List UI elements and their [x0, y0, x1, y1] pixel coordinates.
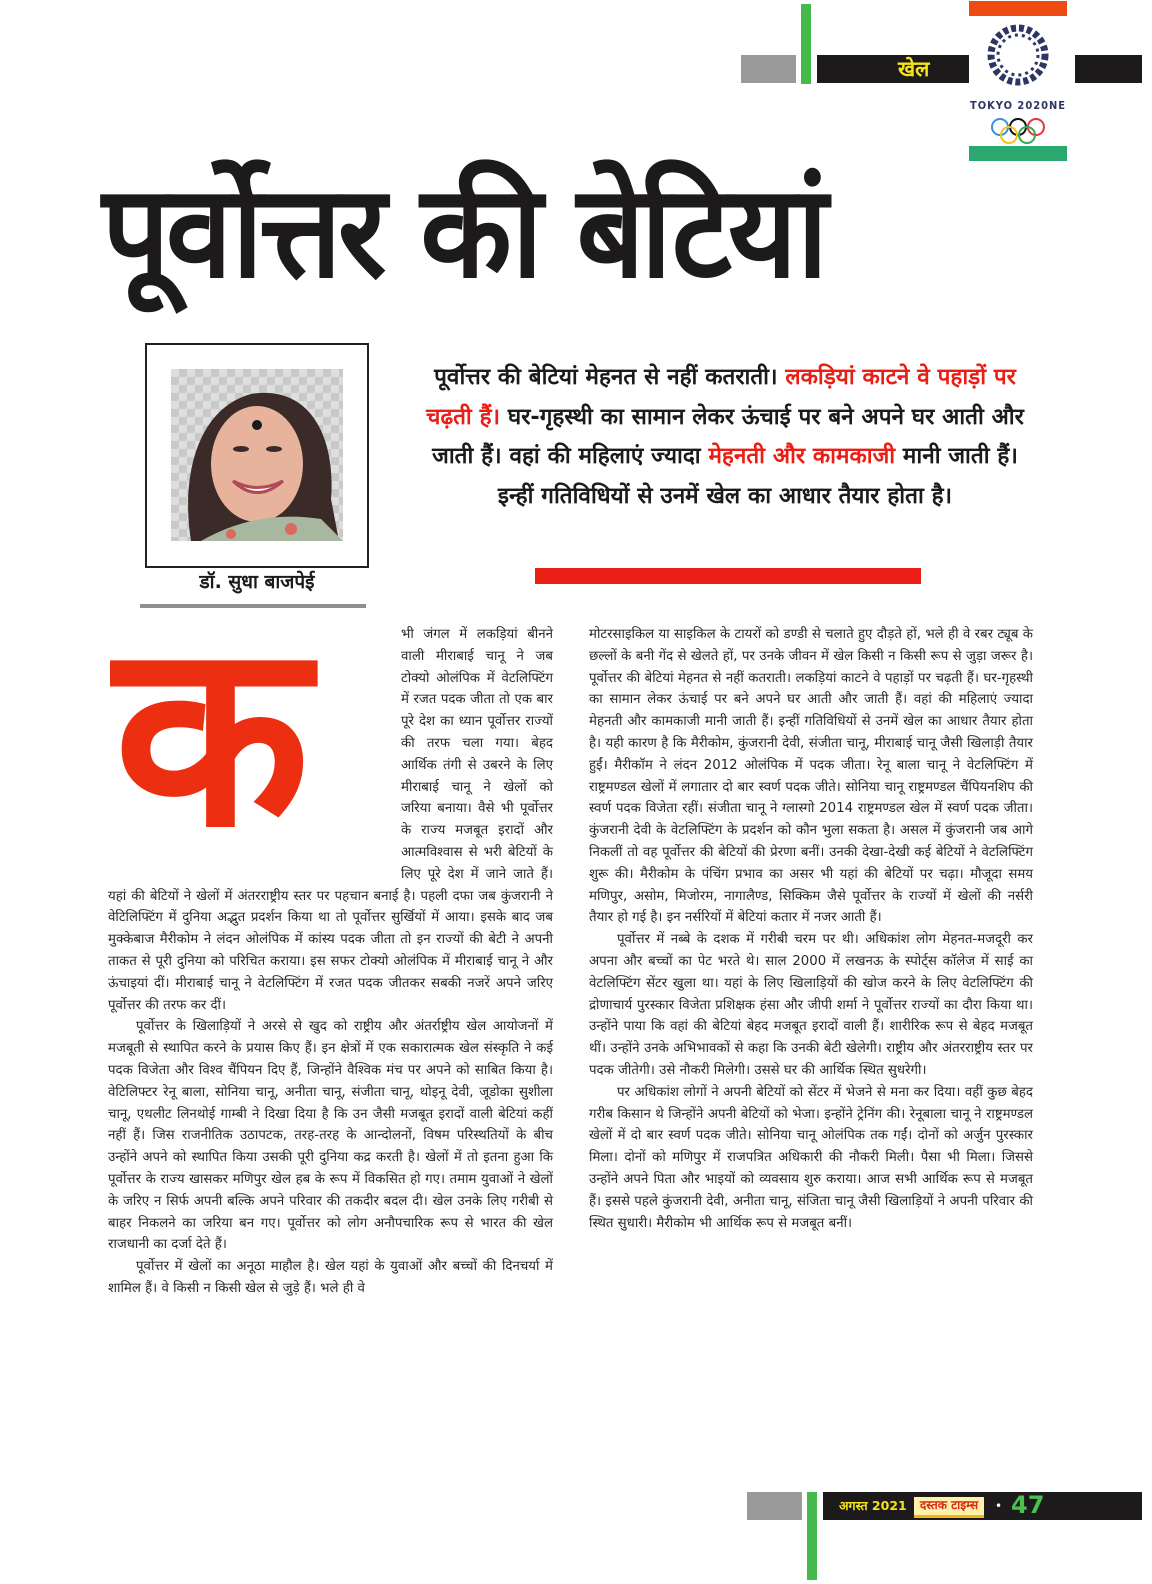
section-label: खेल [898, 57, 930, 81]
magazine-logo: दस्तक टाइम्स [914, 1497, 984, 1518]
drop-cap-letter: क [114, 587, 310, 884]
issue-date: अगस्त 2021 [839, 1498, 907, 1513]
article-column-2 [589, 624, 1033, 1234]
pull-quote-red-rule [535, 568, 921, 584]
author-photo-frame [145, 343, 369, 568]
article-paragraph: पूर्वोत्तर में खेलों का अनूठा माहौल है। खेल यहां के युवाओं और बच्चों की दिनचर्या में शामिल हैं। वे किसी न किसी खेल से जुड़े हैं। भले ही वे [108, 1259, 553, 1296]
footer-green-bar [807, 1492, 817, 1580]
article-paragraph: पर अधिकांश लोगों ने अपनी बेटियों को सेंटर में भेजने से मना कर दिया। वहीं कुछ बेहद गरीब किसान थे जिन्होंने अपनी बेटियों को भेजा। इन्होंने ट्रेनिंग की। रेनूबाला चानू ने राष्ट्रमण्डल खेलों में दो बार स्वर्ण पदक जीते। सोनिया चानू ओलंपिक तक गईं। दोनों को अर्जुन पुरस्कार मिला। दोनों को मणिपुर में राजपत्रित अधिकारी की नौकरी मिली। पैसा भी मिला। जिससे उन्होंने अपने पिता और भाइयों को व्यवसाय शुरु कराया। आज सभी आर्थिक रूप से मजबूत हैं। इससे पहले कुंजरानी देवी, अनीता चानू, संजिता चानू जैसी खिलाड़ियों ने अपनी परिवार की स्थित सुधारी। मैरीकोम भी आर्थिक रूप से मजबूत बनीं। [589, 1084, 1033, 1231]
pull-quote-segment: घर-गृहस्थी का सामान लेकर ऊंचाई पर बने अपने घर आती और जाती हैं। वहां की महिलाएं ज्यादा [432, 403, 1024, 469]
article-paragraph: भी जंगल में लकड़ियां बीनने वाली मीराबाई चानू ने जब टोक्यो ओलंपिक में वेटलिफ्टिंग में रजत पदक जीता तो एक बार पूरे देश का ध्यान पूर्वोत्तर राज्यों की तरफ चला गया। बेहद आर्थिक तंगी से उबरने के लिए मीराबाई चानू ने खेलों को जरिया बनाया। वैसे भी पूर्वोत्तर के राज्य मजबूत इरादों और आत्मविश्वास से भरी बेटियों के लिए पूरे देश में जाने जाते हैं। यहां की बेटियों ने खेलों में अंतरराष्ट्रीय स्तर पर पहचान बनाई है। पहली दफा जब कुंजरानी ने वेटिलिफ्टिंग में दुनिया अद्भुत प्रदर्शन किया था तो पूर्वोत्तर सुर्खियों में आया। इसके बाद जब मुक्केबाज मैरीकोम ने लंदन ओलंपिक में कांस्य पदक जीता तो इन राज्यों की बेटी ने अपनी ताकत से पूरी दुनिया को परिचित कराया। इस सफर टोक्यो ओलंपिक में मीराबाई चानू ने और ऊंचाइयां दीं। मीराबाई चानू ने वेटलिफ्टिंग में रजत पदक जीतकर सबकी नजरें अपने जरिए पूर्वोत्तर की तरफ कर दीं। [108, 627, 553, 1013]
headline: पूर्वोत्तर की बेटियां [102, 158, 825, 307]
page-number: 47 [1011, 1491, 1045, 1519]
article-column-1 [108, 587, 553, 1300]
pull-quote-highlight: मेहनती और कामकाजी [708, 443, 896, 469]
footer-gray-block [747, 1492, 802, 1520]
drop-cap [108, 587, 393, 884]
pull-quote-segment: मानी जाती हैं। इन्हीं गतिविधियों से उनमें खेल का आधार तैयार होता है। [497, 443, 1018, 509]
header-green-bar [801, 4, 811, 84]
article-paragraph: पूर्वोत्तर में नब्बे के दशक में गरीबी चरम पर थी। अधिकांश लोग मेहनत-मजदूरी कर अपना और बच्चों का पेट भरते थे। साल 2000 में लखनऊ के स्पोर्ट्स कॉलेज में साई का वेटलिफ्टिंग सेंटर खुला था। यहां के लिए खिलाड़ियों की खोज करने के लिए वेटलिफ्टिंग की द्रोणाचार्य पुरस्कार विजेता प्रशिक्षक हंसा और जीपी शर्मा ने पूर्वोत्तर राज्यों का दौरा किया था। उन्होंने पाया कि वहां की बेटियां बेहद मजबूत इरादों वाली हैं। शारीरिक रूप से बेहद मजबूत थीं। उन्होंने उनके अभिभावकों से कहा कि उनकी बेटी खेलेगी। राष्ट्रीय और अंतरराष्ट्रीय स्तर पर पदक जीतेगी। उसे नौकरी मिलेगी। उससे घर की आर्थिक स्थित सुधरेगी। [589, 932, 1033, 1078]
pull-quote-highlight: लकड़ियां काटने वे पहाड़ों पर चढ़ती हैं। [426, 364, 1016, 430]
author-name: डॉ. सुधा बाजपेई [199, 571, 315, 593]
header-black-band-right [1075, 55, 1142, 83]
olympic-rings-icon [988, 117, 1048, 145]
author-portrait-icon [171, 369, 343, 541]
logo-text: TOKYO 2020NE [969, 99, 1067, 112]
tokyo-olympics-logo [969, 0, 1067, 163]
pull-quote [412, 358, 1038, 516]
footer-separator: • [995, 1499, 1003, 1513]
tokyo-2020-emblem-icon [983, 20, 1053, 90]
author-photo [171, 369, 343, 541]
pull-quote-segment: पूर्वोत्तर की बेटियां मेहनत से नहीं कतराती। [434, 364, 786, 390]
header-gray-block [741, 55, 796, 83]
logo-saffron-band [969, 1, 1067, 16]
article-paragraph: पूर्वोत्तर के खिलाड़ियों ने अरसे से खुद को राष्ट्रीय और अंतर्राष्ट्रीय खेल आयोजनों में मजबूती से स्थापित करने के प्रयास किए हैं। इन क्षेत्रों में एक सकारात्मक खेल संस्कृति ने कई पदक विजेता और विश्व चैंपियन दिए हैं, जिन्होंने वैश्विक मंच पर अपने को साबित किया है। वेटिलिफ्टर रेनू बाला, सोनिया चानू, अनीता चानू, संजीता चानू, थोइनू देवी, जूडोका सुशीला चानू, एथलीट लिनथोई गाम्बी ने दिखा दिया है कि उन जैसी मजबूत इरादों वाली बेटियां कहीं नहीं हैं। जिस राजनीतिक उठापटक, तरह-तरह के आन्दोलनों, विषम परिस्थतियों के बीच उन्होंने अपने को स्थापित किया उसकी पूरी दुनिया कद्र करती है। खेलों में तो इतना हुआ कि पूर्वोत्तर के राज्य खासकर मणिपुर खेल हब के रूप में विकसित हो गए। तमाम युवाओं ने खेलों के जरिए न सिर्फ अपनी बल्कि अपने परिवार की तकदीर बदल दी। खेल उनके लिए गरीबी से बाहर निकलने का जरिया बन गए। पूर्वोत्तर को लोग अनौपचारिक रूप से भारत की खेल राजधानी का दर्जा देते हैं। [108, 1019, 553, 1253]
logo-green-band [969, 146, 1067, 161]
article-paragraph: मोटरसाइकिल या साइकिल के टायरों को डण्डी से चलाते हुए दौड़ते हों, भले ही वे रबर ट्यूब के छल्लों के बनी गेंद से खेलते हों, पर उनके जीवन में खेल किसी न किसी रूप से जुड़ा जरूर है। पूर्वोत्तर की बेटियां मेहनत से नहीं कतराती। लकड़ियां काटने वे पहाड़ों पर चढ़ती हैं। घर-गृहस्थी का सामान लेकर ऊंचाई पर बने अपने घर आती और जाती हैं। वहां की महिलाएं ज्यादा मेहनती और कामकाजी मानी जाती हैं। इन्हीं गतिविधियों से उनमें खेल का आधार तैयार होता है। यही कारण है कि मैरीकोम, कुंजरानी देवी, संजीता चानू, मीराबाई चानू जैसी खिलाड़ी तैयार हुईं। मैरीकॉम ने लंदन 2012 ओलंपिक में पदक जीता। रेनू बाला चानू ने वेटलिफ्टिंग में राष्ट्रमण्डल खेलों में लगातार दो बार स्वर्ण पदक जीते। सोनिया चानू राष्ट्रमण्डल चैंपियनशिप की स्वर्ण पदक विजेता रहीं। संजीता चानू ने ग्लास्गो 2014 राष्ट्रमण्डल खेल में स्वर्ण पदक जीता। कुंजरानी देवी के वेटलिफ्टिंग के प्रदर्शन को कौन भुला सकता है। असल में कुंजरानी जब आगे निकलीं तो वह पूर्वोत्तर की बेटियों की प्रेरणा बनीं। उनकी देखा-देखी कई बेटियों ने वेटलिफ्टिंग शुरू की। मैरीकोम के पंचिंग प्रभाव का असर भी यहां की बेटियों पर चढ़ा। मौजूदा समय मणिपुर, असोम, मिजोरम, नागालैण्ड, सिक्किम जैसे पूर्वोत्तर के राज्यों में खेलों की नर्सरी तैयार हो गई है। इन नर्सरियों में बेटियां कतार में नजर आती हैं। [589, 627, 1033, 926]
